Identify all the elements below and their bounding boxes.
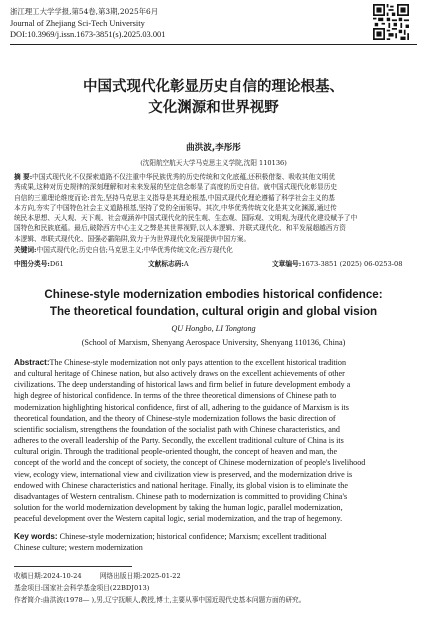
qr-code-icon xyxy=(373,4,409,40)
title-en-line-1: Chinese-style modernization embodies historical confidence: xyxy=(44,288,383,301)
document-code: 文献标志码:A xyxy=(148,260,189,268)
header-rule xyxy=(10,44,417,45)
abstract-cn-line: 自信的三重理论维度而论:首先,坚持马克思主义指导是其理论根基,中国式现代化理论遵循了科学社会主义的基 xyxy=(14,193,335,202)
title-cn-line-1: 中国式现代化彰显历史自信的理论根基、 xyxy=(83,79,344,95)
footnote-divider xyxy=(14,566,132,567)
keywords-cn-label: 关键词: xyxy=(14,246,37,254)
keywords-cn xyxy=(14,245,414,255)
keywords-en-label: Key words: xyxy=(14,532,58,541)
abstract-cn xyxy=(14,172,414,244)
authors-en: QU Hongbo, LI Tongtong xyxy=(171,324,256,333)
title-en-line-2: The theoretical foundation, cultural origin and global vision xyxy=(49,305,378,318)
abstract-en: Abstract:The Chinese-style modernization not only pays attention to the excellent historical tradition and cultural heritage of Chinese nation, but also actively draws on the excellent achievements of other civilizations. The deep understanding of historical laws and firm belief in future development embody a high degree of historical confidence. In terms of the three theoretical dimensions of Chinese path to modernization highlighting historical confidence, first of all, adhering to the guidance of Marxism is its theoretical foundation, and the theory of Chinese-style modernization follows the basic direction of scientific socialism, strengthens the foundation of the socialist path with Chinese characteristics, and adheres to the overall leadership of the Party. Secondly, the excellent traditional culture of China is its cultural origin. Through the traditional people-oriented thought, the concept of heaven and man, the concept of the world and the concept of society, the concept of Chinese modernization of people's livelihood view, ecology view, international view and civilization view is preserved, and the modernization drive is endowed with Chinese characteristics and national heritage. Finally, its global vision is to eliminate the disadvantages of Western centralism. Chinese path to modernization is committed to providing China's solution for the world modernization development by taking the human logic, parallel modernization, peaceful development over the Western capital logic, serial modernization, and the trap of hegemony. xyxy=(14,358,366,524)
title-cn-line-2: 文化渊源和世界视野 xyxy=(148,100,279,116)
abstract-cn-line: 国特色和民族底蕴。最后,破除西方中心主义之弊是其世界视野,以人本逻辑、并联式现代化、和平发展超越西方资 xyxy=(14,224,346,233)
keywords-en: Key words: Chinese-style modernization; historical confidence; Marxism; excellent traditional Chinese culture; western modernization xyxy=(14,532,327,553)
abstract-en-label: Abstract: xyxy=(14,358,50,367)
affiliation-cn: (沈阳航空航天大学马克思主义学院,沈阳 110136) xyxy=(140,159,287,167)
classification-number: 中图分类号:D61 xyxy=(14,260,64,268)
authors-cn: 曲洪波,李彤彤 xyxy=(186,143,241,153)
abstract-cn-label: 摘 要: xyxy=(14,173,33,181)
abstract-cn-line: 本逻辑、串联式现代化、国强必霸陷阱,致力于为世界现代化发展提供中国方案。 xyxy=(14,234,251,243)
article-number: 文章编号:1673-3851 (2025) 06-0253-08 xyxy=(272,260,403,268)
abstract-cn-line: 中国式现代化不仅探索道路不仅注重中华民族优秀的历史传统和文化底蕴,还积极借鉴、吸收其他文明优 xyxy=(32,173,336,181)
abstract-cn-line: 本方向,夯实了中国特色社会主义道路根基,坚持了党的全面领导。其次,中华优秀传统文化是其文化渊源,通过传 xyxy=(14,203,337,212)
footnote-fund: 基金项目:国家社会科学基金项目(22BDJ013) xyxy=(14,584,150,592)
footnote-dates: 收稿日期:2024-10-24 网络出版日期:2025-01-22 xyxy=(14,572,181,580)
footnote-author-bio: 作者简介:曲洪波(1978— ),男,辽宁抚顺人,教授,博士,主要从事中国近现代史基本问题方面的研究。 xyxy=(14,596,306,604)
journal-info-en: Journal of Zhejiang Sci-Tech University xyxy=(10,19,145,28)
abstract-cn-line: 统民本思想、天人观、天下观、社会观涵养中国式现代化的民生观、生态观、国际观、文明观,为现代化建设赋予了中 xyxy=(14,214,358,223)
abstract-cn-line: 秀成果,这种对历史规律的深刻理解和对未来发展的坚定信念彰显了高度的历史自信。就中国式现代化彰显历史 xyxy=(14,183,338,192)
keywords-cn-text: 中国式现代化;历史自信;马克思主义;中华优秀传统文化;西方现代化 xyxy=(36,246,233,254)
doi: DOI:10.3969/j.issn.1673-3851(s).2025.03.001 xyxy=(10,30,166,39)
journal-info-cn: 浙江理工大学学报,第54卷,第3期,2025年6月 xyxy=(10,7,159,16)
affiliation-en: (School of Marxism, Shenyang Aerospace University, Shenyang 110136, China) xyxy=(81,338,346,347)
